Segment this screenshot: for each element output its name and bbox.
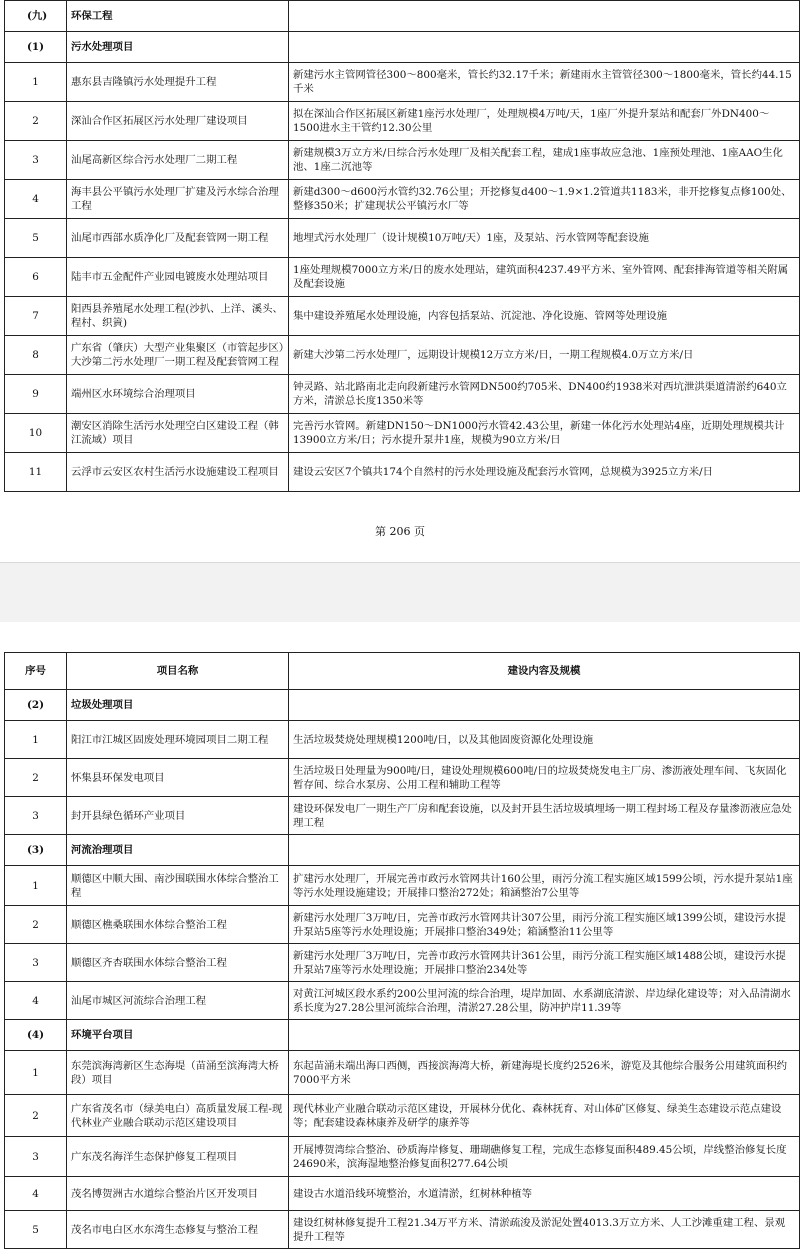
project-content: 新建污水主管网管径300～800毫米，管长约32.17千米；新建雨水主管管径300～1800毫米，管长约44.15千米 [289,63,800,102]
project-content: 拟在深汕合作区拓展区新建1座污水处理厂，处理规模4万吨/天，1座厂外提升泵站和配套厂外DN400～1500进水主干管约12.30公里 [289,102,800,141]
row-number: 4 [5,180,67,219]
subsection-number: (1) [5,32,67,63]
project-content: 生活垃圾焚烧处理规模1200吨/日，以及其他固废资源化处理设施 [289,721,800,759]
page-number: 第 206 页 [375,525,425,538]
document-page-206 [0,0,800,562]
project-content: 东起苗涌未端出海口西侧，西接滨海湾大桥，新建海堤长度约2526米，游览及其他综合服务公用建筑面积约7000平方米 [289,1051,800,1095]
project-name: 阳江市江城区固废处理环境园项目二期工程 [67,721,289,759]
project-name: 阳西县养殖尾水处理工程(沙扒、上洋、溪头、程村、织篢) [67,297,289,336]
section-row [5,690,800,721]
table-row [5,944,800,982]
table-row [5,721,800,759]
row-number: 11 [5,453,67,492]
project-name: 端州区水环境综合治理项目 [67,375,289,414]
project-content: 新建大沙第二污水处理厂，远期设计规模12万立方米/日，一期工程规模4.0万立方米/日 [289,336,800,375]
table-row [5,1137,800,1177]
section-number: (2) [5,690,67,721]
project-content: 对黄江河城区段水系约200公里河流的综合治理，堤岸加固、水系湖底清淤、岸边绿化建设等；对入品清湖水系长度为27.28公里河流综合治理，清淤27.28公里，防冲护岸11.39等 [289,982,800,1020]
row-number: 8 [5,336,67,375]
table-row [5,102,800,141]
subsection-title: 污水处理项目 [67,32,289,63]
project-content: 扩建污水处理厂，开展完善市政污水管网共计160公里，雨污分流工程实施区域1599公顷，污水提升泵站1座等污水处理设施建设；开展排口整治272处；箱涵整治7公里等 [289,866,800,906]
table-header-row [5,653,800,690]
document-page-207 [0,622,800,1258]
table-row [5,219,800,258]
project-table-page-207 [4,652,800,1249]
project-content: 生活垃圾日处理量为900吨/日，建设处理规模600吨/日的垃圾焚烧发电主厂房、渗沥液处理车间、飞灰固化暂存间、综合水泵房、公用工程和辅助工程等 [289,759,800,797]
project-content: 建设环保发电厂一期生产厂房和配套设施，以及封开县生活垃圾填埋场一期工程封场工程及存量渗沥液应急处理工程 [289,797,800,835]
project-name: 云浮市云安区农村生活污水设施建设工程项目 [67,453,289,492]
project-name: 深汕合作区拓展区污水处理厂建设项目 [67,102,289,141]
page-gap [0,562,800,624]
row-number: 1 [5,63,67,102]
project-name: 封开县绿色循环产业项目 [67,797,289,835]
table-row [5,906,800,944]
project-name: 广东省茂名市（绿美电白）高质量发展工程-现代林业产业融合联动示范区建设项目 [67,1095,289,1137]
project-content: 建设古水道沿线环境整治，水道清淤，红树林种植等 [289,1177,800,1211]
section-empty-cell [289,835,800,866]
project-content: 新建规模3万立方米/日综合污水处理厂及相关配套工程，建成1座事故应急池、1座预处理池、1座AAO生化池、1座二沉池等 [289,141,800,180]
row-number: 7 [5,297,67,336]
project-name: 海丰县公平镇污水处理厂扩建及污水综合治理工程 [67,180,289,219]
subsection-row [5,32,800,63]
table-row [5,1051,800,1095]
row-number: 3 [5,944,67,982]
project-name: 潮安区消除生活污水处理空白区建设工程（韩江流域）项目 [67,414,289,453]
table-row [5,982,800,1020]
table-row [5,258,800,297]
project-content: 钟灵路、站北路南北走向段新建污水管网DN500约705米、DN400约1938米对西坑泄洪渠道清淤约640立方米，清淤总长度1350米等 [289,375,800,414]
project-name: 汕尾高新区综合污水处理厂二期工程 [67,141,289,180]
project-name: 茂名博贺洲古水道综合整治片区开发项目 [67,1177,289,1211]
table-row [5,1211,800,1249]
section-number: (4) [5,1020,67,1051]
project-name: 东莞滨海湾新区生态海堤（苗涌至滨海湾大桥段）项目 [67,1051,289,1095]
table-row [5,63,800,102]
section-empty-cell [289,1020,800,1051]
row-number: 2 [5,906,67,944]
project-name: 汕尾市城区河流综合治理工程 [67,982,289,1020]
section-title: 环保工程 [67,1,289,32]
project-content: 新建d300～d600污水管约32.76公里；开挖修复d400～1.9×1.2管道共1183米，非开挖修复点修100处、整修350米；扩建现状公平镇污水厂等 [289,180,800,219]
table-row [5,180,800,219]
project-content: 建设云安区7个镇共174个自然村的污水处理设施及配套污水管网，总规模为3925立方米/日 [289,453,800,492]
section-number: (九) [5,1,67,32]
row-number: 2 [5,1095,67,1137]
project-name: 汕尾市西部水质净化厂及配套管网一期工程 [67,219,289,258]
row-number: 2 [5,759,67,797]
project-content: 开展博贺湾综合整治、砂质海岸修复、珊瑚礁修复工程，完成生态修复面积489.45公顷，岸线整治修复长度24690米，滨海湿地整治修复面积277.64公顷 [289,1137,800,1177]
project-content: 地埋式污水处理厂（设计规模10万吨/天）1座，及泵站、污水管网等配套设施 [289,219,800,258]
project-name: 广东省（肇庆）大型产业集聚区（市管起步区）大沙第二污水处理厂一期工程及配套管网工程 [67,336,289,375]
row-number: 3 [5,1137,67,1177]
table-row [5,797,800,835]
table-row [5,866,800,906]
table-row [5,1177,800,1211]
table-row [5,336,800,375]
section-row [5,1,800,32]
project-name: 茂名市电白区水东湾生态修复与整治工程 [67,1211,289,1249]
section-row [5,1020,800,1051]
section-title: 河流治理项目 [67,835,289,866]
project-table-page-206 [4,0,800,492]
project-name: 顺德区齐杏联围水体综合整治工程 [67,944,289,982]
project-name: 怀集县环保发电项目 [67,759,289,797]
table-row [5,375,800,414]
table-row [5,453,800,492]
section-number: (3) [5,835,67,866]
row-number: 1 [5,721,67,759]
section-empty-cell [289,690,800,721]
row-number: 9 [5,375,67,414]
header-content: 建设内容及规模 [289,653,800,690]
row-number: 5 [5,219,67,258]
row-number: 6 [5,258,67,297]
row-number: 4 [5,982,67,1020]
row-number: 3 [5,797,67,835]
project-content: 完善污水管网。新建DN150～DN1000污水管42.43公里，新建一体化污水处理站4座，近期处理规模共计13900立方米/日；污水提升泵井1座，规模为90立方米/日 [289,414,800,453]
project-content: 新建污水处理厂3万吨/日，完善市政污水管网共计307公里，雨污分流工程实施区域1399公顷，建设污水提升泵站5座等污水处理设施；开展排口整治349处；箱涵整治11公里等 [289,906,800,944]
table-row [5,1095,800,1137]
row-number: 5 [5,1211,67,1249]
table-row [5,297,800,336]
project-name: 惠东县吉隆镇污水处理提升工程 [67,63,289,102]
row-number: 1 [5,1051,67,1095]
row-number: 1 [5,866,67,906]
section-title: 环境平台项目 [67,1020,289,1051]
project-content: 建设红树林修复提升工程21.34万平方米、清淤疏浚及淤泥处置4013.3万立方米、人工沙滩重建工程、景观提升工程等 [289,1211,800,1249]
project-name: 顺德区樵桑联围水体综合整治工程 [67,906,289,944]
header-name: 项目名称 [67,653,289,690]
project-name: 顺德区中顺大围、南沙围联围水体综合整治工程 [67,866,289,906]
table-row [5,414,800,453]
project-name: 陆丰市五金配件产业园电镀废水处理站项目 [67,258,289,297]
project-name: 广东茂名海洋生态保护修复工程项目 [67,1137,289,1177]
project-content: 新建污水处理厂3万吨/日，完善市政污水管网共计361公里，雨污分流工程实施区域1488公顷，建设污水提升泵站7座等污水处理设施；开展排口整治234处等 [289,944,800,982]
section-row [5,835,800,866]
row-number: 4 [5,1177,67,1211]
row-number: 10 [5,414,67,453]
project-content: 现代林业产业融合联动示范区建设，开展林分优化、森林抚育、对山体矿区修复、绿美生态建设示范点建设等；配套建设森林康养及研学的康养等 [289,1095,800,1137]
row-number: 2 [5,102,67,141]
table-row [5,759,800,797]
row-number: 3 [5,141,67,180]
project-content: 集中建设养殖尾水处理设施，内容包括泵站、沉淀池、净化设施、管网等处理设施 [289,297,800,336]
project-content: 1座处理规模7000立方米/日的废水处理站，建筑面积4237.49平方米、室外管网、配套排海管道等相关附属及配套设施 [289,258,800,297]
section-title: 垃圾处理项目 [67,690,289,721]
table-row [5,141,800,180]
header-no: 序号 [5,653,67,690]
